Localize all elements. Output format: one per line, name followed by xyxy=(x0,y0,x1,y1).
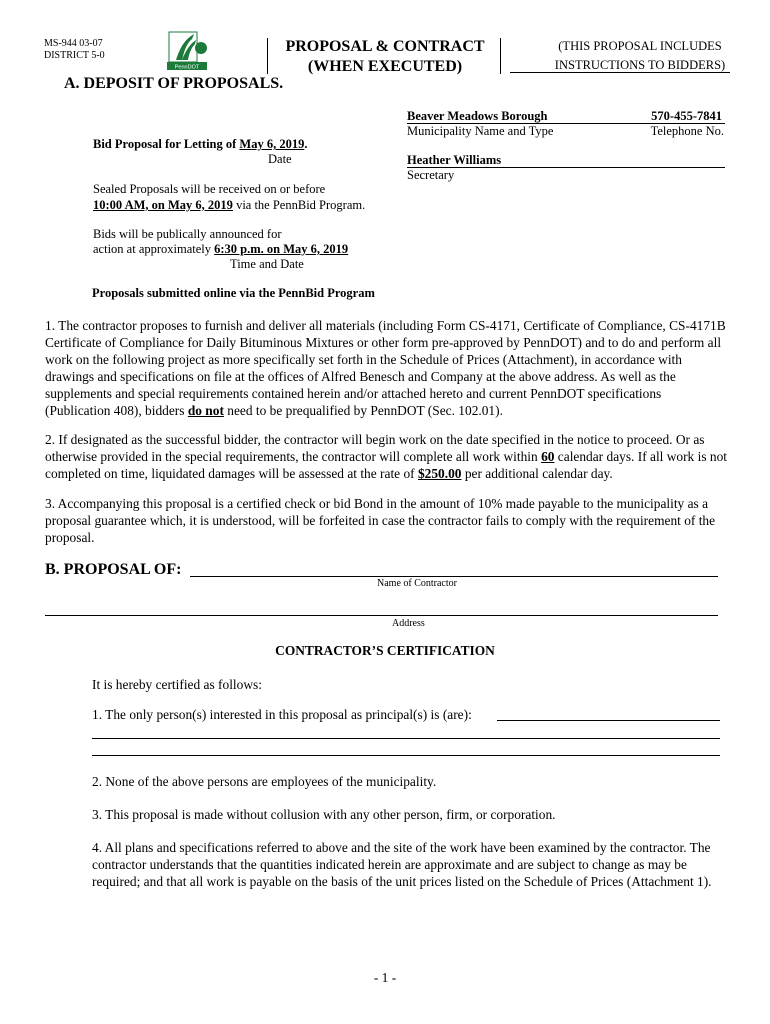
title-note xyxy=(510,37,770,75)
title-note-line-1: (THIS PROPOSAL INCLUDES xyxy=(558,39,722,53)
telephone-label: Telephone No. xyxy=(650,124,724,138)
certification-item-3: 3. This proposal is made without collusion with any other person, firm, or corporation. xyxy=(92,807,556,822)
announced-line-1: Bids will be publically announced for xyxy=(93,227,282,241)
certification-item-2: 2. None of the above persons are employees of the municipality. xyxy=(92,774,437,789)
paragraph-2-text-a: 2. If designated as the successful bidder, the contractor will begin work on the date specified in the notice to proceed. Or as otherwise provided in the special requirements, the contractor will complete all work within xyxy=(45,432,705,464)
paragraph-1-text-b: need to be prequalified by PennDOT (Sec. 102.01). xyxy=(223,403,503,418)
document-title xyxy=(270,37,500,77)
secretary-name: Heather Williams xyxy=(407,153,502,167)
municipality-telephone: 570-455-7841 xyxy=(651,109,722,123)
paragraph-2 xyxy=(45,431,730,482)
secretary-label: Secretary xyxy=(407,168,455,182)
header-divider-left xyxy=(267,38,268,74)
announcement-note xyxy=(93,227,348,257)
principals-field-line-3[interactable] xyxy=(92,755,720,756)
contractor-name-label: Name of Contractor xyxy=(377,578,457,589)
district-label: DISTRICT 5-0 xyxy=(44,50,105,61)
form-code xyxy=(44,38,105,62)
date-label: Date xyxy=(268,152,292,166)
header-divider-right xyxy=(500,38,501,74)
paragraph-1-text-a: 1. The contractor proposes to furnish and deliver all materials (including Form CS-4171, Certificate of Compliance, CS-4171B Certificate of Compliance for Daily Bituminous Mixtures or other form pre-approved by PennDOT) and to do and perform all work on the following project as more specifically set forth in the Schedule of Prices (Attachment), in accordance with drawings and specifications on file at the offices of Alfred Benesch and Company at the above address. As well as the supplements and special requirements contained herein and/or attached hereto and current PennDOT specifications (Publication 408), bidders xyxy=(45,318,726,418)
section-a-heading: A. DEPOSIT OF PROPOSALS. xyxy=(64,75,284,92)
calendar-days: 60 xyxy=(541,449,555,464)
bid-letting-prefix: Bid Proposal for Letting of xyxy=(93,137,240,151)
liquidated-damages-rate: $250.00 xyxy=(417,466,462,481)
sealed-proposals-note xyxy=(93,181,365,213)
municipality-name: Beaver Meadows Borough xyxy=(407,109,548,123)
time-date-label: Time and Date xyxy=(230,257,304,271)
certification-item-4: 4. All plans and specifications referred to above and the site of the work have been examined by the contractor. The contractor understands that the quantities indicated herein are approximate and are subject to change as may be required; and that all work is payable on the basis of the unit prices listed on the Schedule of Prices (Attachment 1). xyxy=(92,840,712,889)
contractor-name-field[interactable] xyxy=(190,576,718,577)
sealed-suffix: via the PennBid Program. xyxy=(232,198,366,212)
title-line-1: PROPOSAL & CONTRACT xyxy=(285,38,485,55)
page-number: - 1 - xyxy=(373,970,397,985)
paragraph-2-text-c: per additional calendar day. xyxy=(461,466,613,481)
title-note-line-2: INSTRUCTIONS TO BIDDERS) xyxy=(554,58,726,72)
municipality-label: Municipality Name and Type xyxy=(407,124,554,138)
certification-title: CONTRACTOR’S CERTIFICATION xyxy=(275,643,495,658)
bid-letting-suffix: . xyxy=(304,137,308,151)
sealed-line-2 xyxy=(93,197,365,213)
header-rule xyxy=(510,72,730,73)
paragraph-1 xyxy=(45,317,730,419)
section-b-heading: B. PROPOSAL OF: xyxy=(45,561,182,578)
sealed-deadline: 10:00 AM, on May 6, 2019 xyxy=(93,198,233,212)
address-label: Address xyxy=(392,618,425,629)
paragraph-3: 3. Accompanying this proposal is a certified check or bid Bond in the amount of 10% made payable to the municipality as a proposal guarantee which, it is understood, will be forfeited in case the contractor fails to comply with the requirement of the proposal. xyxy=(45,496,716,545)
announced-time: 6:30 p.m. on May 6, 2019 xyxy=(214,242,349,256)
announced-prefix: action at approximately xyxy=(93,242,215,256)
contractor-address-field[interactable] xyxy=(45,615,718,616)
online-submission-note: Proposals submitted online via the PennBid Program xyxy=(92,286,375,300)
certification-item-1: 1. The only person(s) interested in this proposal as principal(s) is (are): xyxy=(92,707,472,722)
prequalified-emphasis: do not xyxy=(187,403,224,418)
secretary-line xyxy=(407,167,725,168)
penndot-logo xyxy=(166,30,210,72)
bid-letting-date: May 6, 2019 xyxy=(239,137,305,151)
sealed-line-1: Sealed Proposals will be received on or before xyxy=(93,182,326,196)
certification-intro: It is hereby certified as follows: xyxy=(92,677,262,692)
title-line-2: (WHEN EXECUTED) xyxy=(307,58,463,75)
paragraph-2-text-b: calendar days. If all work is not completed on time, liquidated damages will be assessed at the rate of xyxy=(45,449,727,481)
form-number: MS-944 03-07 xyxy=(44,38,103,49)
announced-line-2 xyxy=(93,242,348,257)
logo-wordmark: PennDOT xyxy=(174,64,200,71)
bid-letting-line xyxy=(93,137,307,152)
principals-field-line-1[interactable] xyxy=(497,720,720,721)
principals-field-line-2[interactable] xyxy=(92,738,720,739)
